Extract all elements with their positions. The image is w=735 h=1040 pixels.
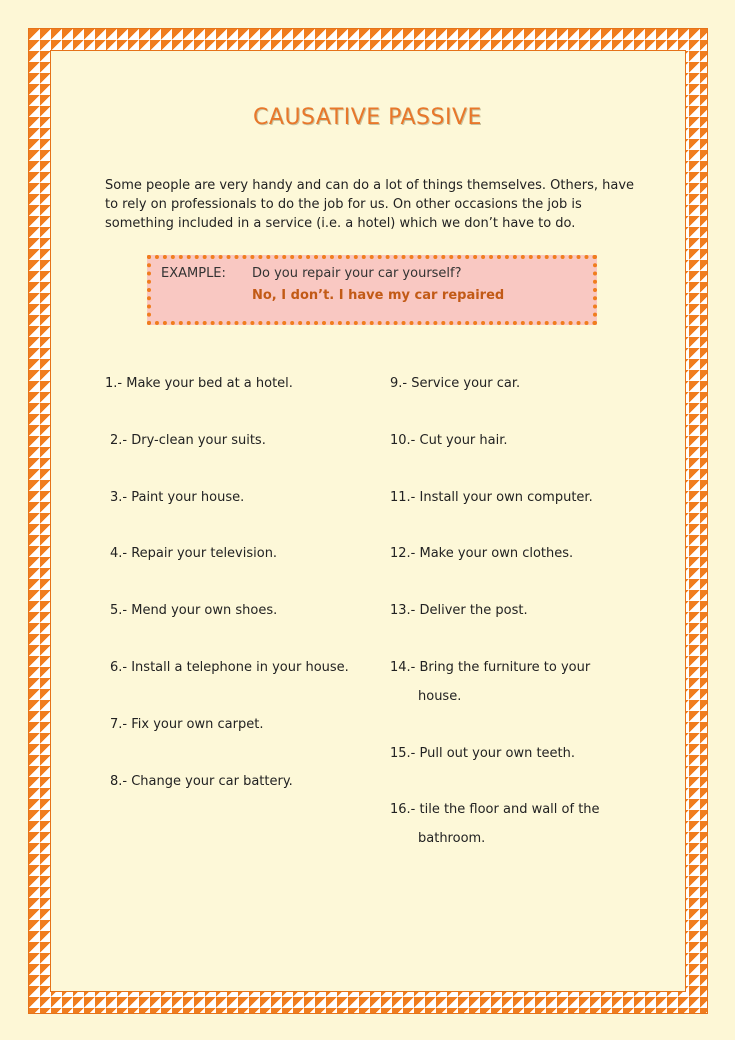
example-question: Do you repair your car yourself? (252, 266, 462, 281)
exercise-item-5: 5.- Mend your own shoes. (110, 603, 278, 618)
exercise-item-3: 3.- Paint your house. (110, 490, 245, 505)
exercise-item-16-continued: bathroom. (418, 831, 486, 846)
exercise-item-15: 15.- Pull out your own teeth. (390, 746, 576, 761)
exercise-item-7: 7.- Fix your own carpet. (110, 717, 264, 732)
example-label: EXAMPLE: (161, 266, 226, 281)
exercise-item-4: 4.- Repair your television. (110, 546, 278, 561)
exercise-item-11: 11.- Install your own computer. (390, 490, 593, 505)
exercise-item-14-continued: house. (418, 689, 462, 704)
exercise-item-9: 9.- Service your car. (390, 376, 521, 391)
exercise-item-8: 8.- Change your car battery. (110, 774, 293, 789)
exercise-item-10: 10.- Cut your hair. (390, 433, 508, 448)
example-box (147, 255, 597, 325)
exercise-item-13: 13.- Deliver the post. (390, 603, 528, 618)
exercise-item-12: 12.- Make your own clothes. (390, 546, 574, 561)
exercise-item-2: 2.- Dry-clean your suits. (110, 433, 266, 448)
exercise-item-1: 1.- Make your bed at a hotel. (105, 376, 293, 391)
intro-paragraph: Some people are very handy and can do a lot of things themselves. Others, have to rely on professionals to do the job for us. On other occasions the job is something included in a service (i.e. a hotel) which we don’t have to do. (105, 178, 635, 231)
exercise-item-16: 16.- tile the floor and wall of the (390, 802, 600, 817)
page-title: CAUSATIVE PASSIVE (253, 105, 482, 130)
example-answer: No, I don’t. I have my car repaired (252, 288, 505, 303)
exercise-item-6: 6.- Install a telephone in your house. (110, 660, 349, 675)
exercise-item-14: 14.- Bring the furniture to your (390, 660, 591, 675)
